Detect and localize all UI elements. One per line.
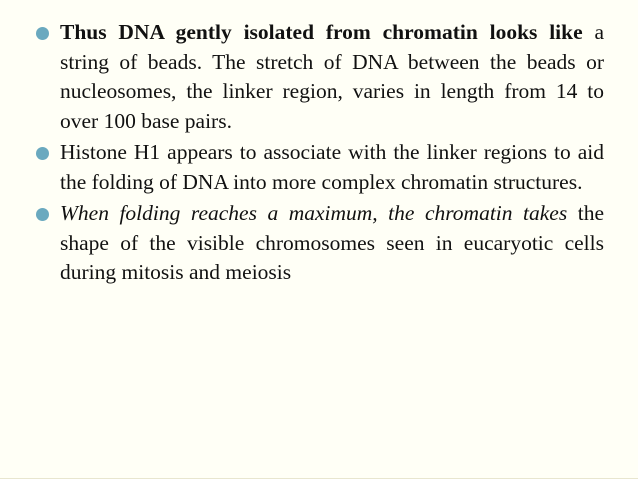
bullet-icon	[36, 27, 49, 40]
bullet-2-text: Histone H1 appears to associate with the linker regions to aid the folding of DNA into more complex chromatin structures.	[60, 140, 604, 194]
bullet-icon	[36, 208, 49, 221]
bullet-3-text: the shape of the visible chromosomes seen in eucaryotic cells during mitosis and meiosis	[60, 201, 604, 284]
bullet-item-1	[36, 18, 604, 136]
bullet-list	[36, 18, 604, 290]
bullet-icon	[36, 147, 49, 160]
bullet-1-bold-text: Thus DNA gently isolated from chromatin looks like	[60, 20, 583, 44]
bullet-item-3	[36, 199, 604, 288]
bullet-3-italic-text: When folding reaches a maximum, the chromatin takes	[60, 201, 568, 225]
bullet-item-2	[36, 138, 604, 197]
bullet-1-text: a string of beads. The stretch of DNA between the beads or nucleosomes, the linker region, varies in length from 14 to over 100 base pairs.	[60, 20, 604, 133]
